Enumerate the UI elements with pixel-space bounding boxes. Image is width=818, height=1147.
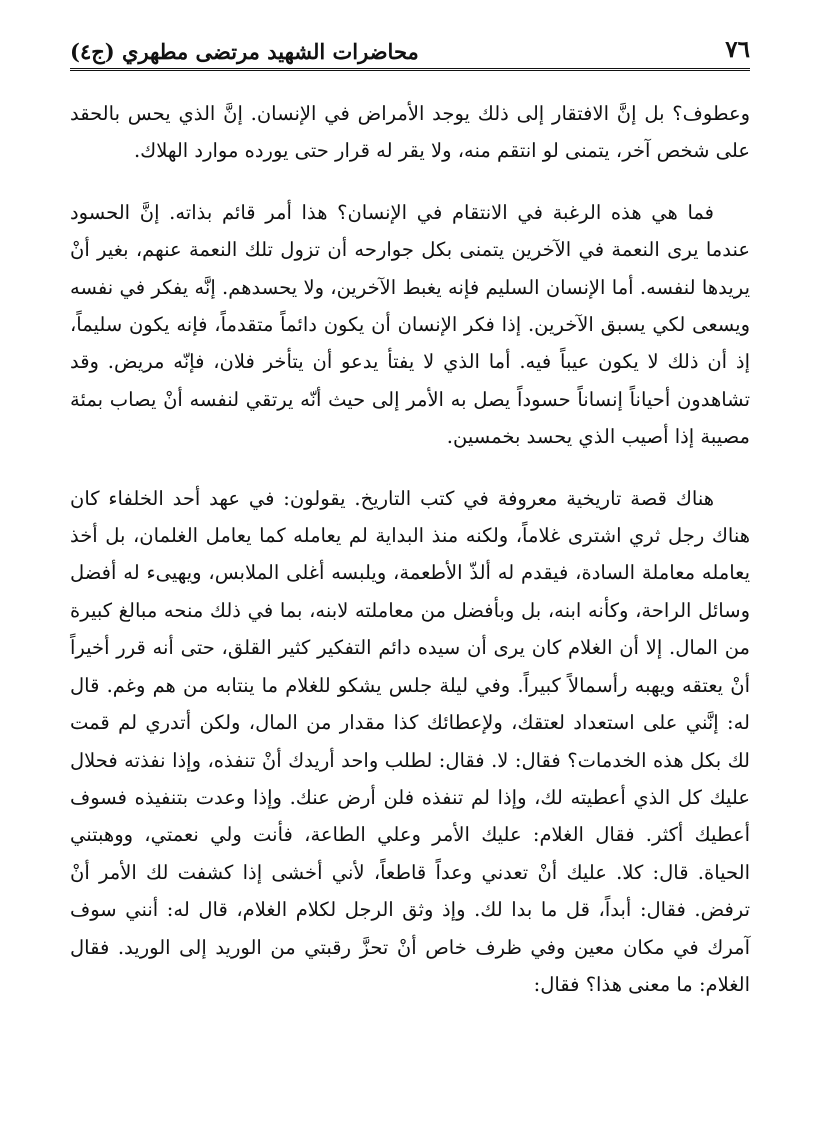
page-body: [70, 95, 750, 1003]
paragraph: هناك قصة تاريخية معروفة في كتب التاريخ. يقولون: في عهد أحد الخلفاء كان هناك رجل ثري اشترى غلاماً، ولكنه منذ البداية لم يعامله كما يعامل الغلمان، بل أخذ يعامله معاملة السادة، فيقدم له ألذّ الأطعمة، ويلبسه أغلى الملابس، ويهيىء له أفضل وسائل الراحة، وكأنه ابنه، بل وبأفضل من معاملته لابنه، بما في ذلك منحه مبالغ كبيرة من المال. إلا أن الغلام كان يرى أن سيده دائم التفكير كثير القلق، حتى أنه قرر أخيراً أنْ يعتقه ويهبه رأسمالاً كبيراً. وفي ليلة جلس يشكو للغلام ما ينتابه من هم وغم. قال له: إنَّني على استعداد لعتقك، ولإعطائك كذا مقدار من المال، ولكن أتدري لم قمت لك بكل هذه الخدمات؟ فقال: لا. فقال: لطلب واحد أريدك أنْ تنفذه، وإذا نفذته فحلال عليك كل الذي أعطيته لك، وإذا لم تنفذه فلن أرض عنك. وإذا وعدت بتنفيذه فسوف أعطيك أكثر. فقال الغلام: عليك الأمر وعلي الطاعة، فأنت ولي نعمتي، ووهبتني الحياة. قال: كلا. عليك أنْ تعدني وعداً قاطعاً، لأني أخشى إذا كشفت لك الأمر أنْ ترفض. فقال: أبداً، قل ما بدا لك. وإذ وثق الرجل لكلام الغلام، قال له: أنني سوف آمرك في مكان معين وفي ظرف خاص أنْ تحزَّ رقبتي من الوريد إلى الوريد. فقال الغلام: ما معنى هذا؟ فقال:: [70, 486, 750, 996]
paragraph: وعطوف؟ بل إنَّ الافتقار إلى ذلك يوجد الأمراض في الإنسان. إنَّ الذي يحس بالحقد على شخص آخر، يتمنى لو انتقم منه، ولا يقر له قرار حتى يورده موارد الهلاك.: [70, 102, 750, 163]
page-number: ٧٦: [725, 36, 750, 64]
header-divider: [70, 68, 750, 71]
running-title: محاضرات الشهيد مرتضى مطهري (ج٤): [70, 38, 419, 64]
paragraph: فما هي هذه الرغبة في الانتقام في الإنسان؟ هذا أمر قائم بذاته. إنَّ الحسود عندما يرى النعمة في الآخرين يتمنى بكل جوارحه أن تزول تلك النعمة عنهم، بغير أنْ يريدها لنفسه. أما الإنسان السليم فإنه يغبط الآخرين، ولا يحسدهم. إنَّه يفكر في نفسه ويسعى لكي يسبق الآخرين. إذا فكر الإنسان أن يكون دائماً متقدماً، فإنه يكون سليماً، إذ أن ذلك لا يكون عيباً فيه. أما الذي لا يفتأ يدعو أن يتأخر فلان، فإنّه مريض. وقد تشاهدون أحياناً إنساناً حسوداً يصل به الأمر إلى حيث أنّه يرتقي لنفسه أنْ يصاب بمئة مصيبة إذا أصيب الذي يحسد بخمسين.: [70, 200, 750, 449]
page-header: [70, 30, 750, 64]
